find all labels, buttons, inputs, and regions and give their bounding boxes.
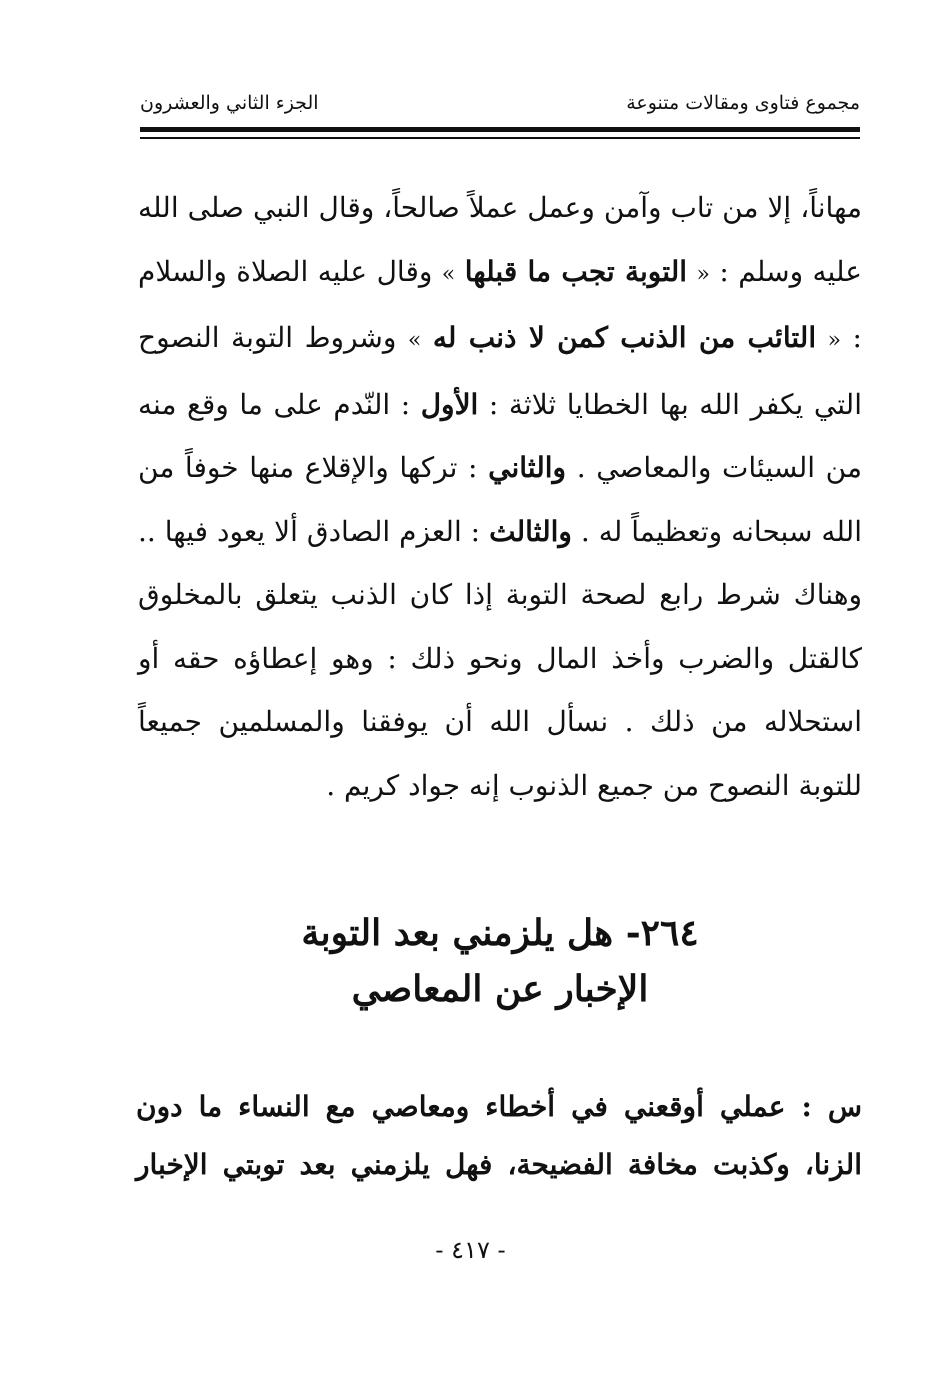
- header-rule-thin: [140, 137, 860, 139]
- condition-second: والثاني: [488, 451, 567, 484]
- text-run: : تركها والإقلاع منها خوفاً من الله سبحانه وتعظيماً له .: [138, 451, 862, 548]
- condition-third: والثالث: [489, 514, 572, 548]
- hadith-quote: التائب من الذنب كمن لا ذنب له: [432, 321, 817, 354]
- hadith-quote: التوبة تجب ما قبلها: [464, 254, 688, 288]
- title-line-2: الإخبار عن المعاصي: [351, 968, 649, 1010]
- quote-mark: «: [827, 328, 842, 353]
- quote-mark: »: [407, 328, 422, 353]
- text-run: : النّدم على ما وقع منه من السيئات والمعاصي .: [138, 387, 862, 484]
- volume-label: الجزء الثاني والعشرون: [140, 92, 319, 114]
- header-rule-thick: [140, 127, 860, 132]
- title-line-1: ٢٦٤- هل يلزمني بعد التوبة: [301, 912, 699, 954]
- book-title: مجموع فتاوى ومقالات متنوعة: [626, 92, 860, 114]
- running-header: [140, 92, 860, 114]
- condition-first: الأول: [420, 387, 479, 421]
- body-paragraph: [138, 176, 862, 817]
- text-run: مهاناً، إلا من تاب وآمن وعمل عملاً صالحاً، وقال النبي صلى الله عليه وسلم :: [138, 191, 862, 288]
- text-run: وقال عليه الصلاة والسلام :: [138, 254, 862, 354]
- quote-mark: »: [441, 261, 456, 287]
- quote-mark: «: [696, 261, 710, 287]
- body-text: [138, 176, 862, 817]
- question-text: س : عملي أوقعني في أخطاء ومعاصي مع النساء ما دون الزنا، وكذبت مخافة الفضيحة، فهل يلزمني بعد توبتي الإخبار: [136, 1090, 862, 1181]
- text-run: وشروط التوبة النصوح التي يكفر الله بها الخطايا ثلاثة :: [138, 321, 862, 421]
- section-title: [140, 905, 860, 1017]
- text-run: : العزم الصادق ألا يعود فيها .. وهناك شرط رابع لصحة التوبة إذا كان الذنب يتعلق بالمخلوق كالقتل والضرب وأخذ المال ونحو ذلك : وهو إعطاؤه حقه أو استحلاله من ذلك . نسأل الله أن يوفقنا والمسلمين جميعاً للتوبة النصوح من جميع الذنوب إنه جواد كريم .: [138, 514, 862, 802]
- page-number: - ٤١٧ -: [435, 1236, 506, 1264]
